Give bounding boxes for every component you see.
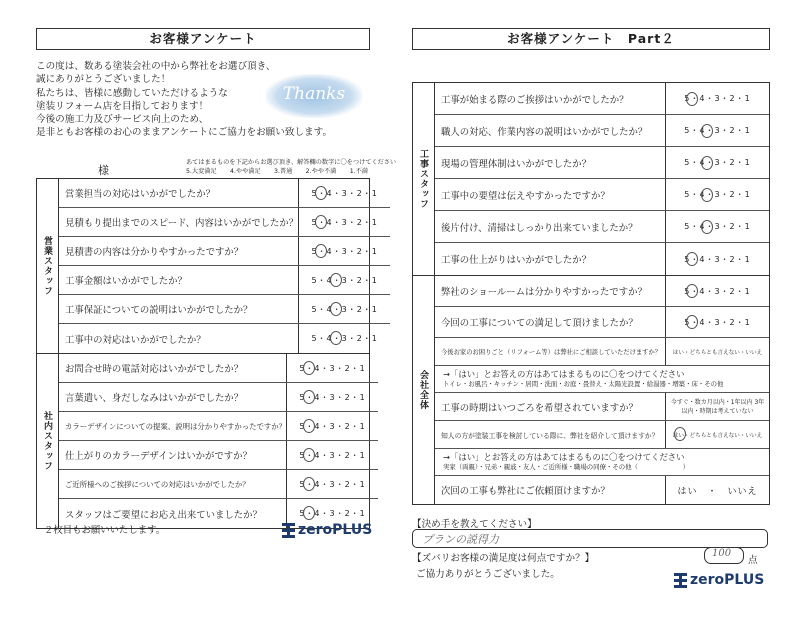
rating-scale[interactable]: 5・4・3・2・1	[286, 470, 378, 498]
rating-scale[interactable]: 5・4・3・2・1	[298, 237, 390, 265]
page-title: お客様アンケート Part２	[412, 28, 770, 50]
customer-name-label: 様	[98, 164, 109, 177]
group-label: 社内スタッフ	[37, 354, 59, 528]
survey-page-1	[36, 28, 397, 538]
rating-scale[interactable]: 5・4・3・2・1	[286, 412, 378, 440]
rating-scale[interactable]: 5・4・3・2・1	[665, 307, 769, 337]
question-row: 見積書の内容は分かりやすかったですか？ 5・4・3・2・1	[59, 237, 390, 266]
rating-legend: あてはまるものを下記からお選び頂き、解答欄の数字に〇をつけてください 5.大変満足 4.やや満足 3.普通 2.やや不満 1.不満	[186, 159, 397, 175]
rating-scale[interactable]: 5・4・3・2・1	[286, 499, 378, 528]
question-row: 後片付け、清掃はしっかり出来ていましたか？ 5・4・3・2・1	[435, 211, 769, 243]
rating-scale[interactable]: 5・4・3・2・1	[665, 115, 769, 146]
yes-no-scale[interactable]: はい ・ いいえ	[665, 476, 769, 504]
sub-options-1: →「はい」とお答えの方はあてはまるものに〇をつけてください トイレ・お風呂・キッチン・居間・洗面・お庭・畳替え・太陽光設置・給湯器・増築・床・その他	[435, 366, 769, 393]
rating-scale[interactable]: 5・4・3・2・1	[286, 441, 378, 469]
decision-label: 【決め手を教えてください】	[412, 519, 537, 530]
timing-options[interactable]: 今すぐ・数カ月以内・1年以内 3年以内・時期は考えていない	[665, 393, 769, 420]
group-label: 工事スタッフ	[413, 83, 435, 275]
group-company-overall	[413, 276, 769, 504]
question-row: 工事中の対応はいかがでしたか？ 5・4・3・2・1	[59, 324, 390, 353]
decision-answer: プランの説得力	[422, 533, 499, 546]
rating-scale[interactable]: 5・4・3・2・1	[298, 266, 390, 294]
question-row: 次回の工事も弊社にご依頼頂けますか？ はい ・ いいえ	[435, 476, 769, 504]
rating-scale[interactable]: 5・4・3・2・1	[665, 83, 769, 114]
group-construction-staff	[413, 83, 769, 276]
thanks-badge: Thanks	[266, 74, 362, 118]
question-row: ご近所様へのご挨拶についての対応はいかがでしたか？ 5・4・3・2・1	[59, 470, 378, 499]
question-row: 知人の方が塗装工事を検討している際に、弊社を紹介して頂けますか？ はい・どちらとも言えない・いいえ	[435, 421, 769, 449]
survey-table-1	[36, 178, 378, 529]
choice-scale[interactable]: はい・どちらとも言えない・いいえ	[665, 421, 769, 448]
rating-scale[interactable]: 5・4・3・2・1	[286, 354, 378, 382]
question-row: 営業担当の対応はいかがでしたか？ 5・4・3・2・1	[59, 179, 390, 208]
rating-scale[interactable]: 5・4・3・2・1	[298, 179, 390, 207]
rating-scale[interactable]: 5・4・3・2・1	[298, 324, 390, 353]
rating-scale[interactable]: 5・4・3・2・1	[665, 211, 769, 242]
company-logo: zeroPLUS	[282, 522, 372, 538]
survey-table-2	[412, 82, 770, 505]
rating-scale[interactable]: 5・4・3・2・1	[665, 147, 769, 178]
page-title: お客様アンケート	[36, 28, 370, 50]
thanks-line: ご協力ありがとうございました。	[416, 569, 560, 580]
rating-scale[interactable]: 5・4・3・2・1	[298, 208, 390, 236]
survey-page-2	[412, 28, 770, 588]
group-sales-staff	[37, 179, 378, 354]
question-row: 言葉遣い、身だしなみはいかがでしたか？ 5・4・3・2・1	[59, 383, 378, 412]
group-label: 営業スタッフ	[37, 179, 59, 353]
rating-scale[interactable]: 5・4・3・2・1	[286, 383, 378, 411]
group-office-staff	[37, 354, 369, 528]
intro-text: この度は、数ある塗装会社の中から弊社をお選び頂き、 誠にありがとうございました！ 私たちは、皆様に感動していただけるような 塗装リフォーム店を目指しております！ 今後の施工力及びサービス向上のため、 是非ともお客様のお心のままアンケートにご協力をお願い致します。 Thanks	[36, 60, 370, 140]
company-logo: zeroPLUS	[674, 572, 764, 588]
logo-mark-icon	[674, 573, 687, 588]
rating-scale[interactable]: 5・4・3・2・1	[665, 276, 769, 306]
next-page-note: ２枚目もお願いいたします。	[44, 525, 166, 536]
rating-scale[interactable]: 5・4・3・2・1	[665, 179, 769, 210]
logo-mark-icon	[282, 523, 295, 538]
question-row: 工事の仕上がりはいかがでしたか？ 5・4・3・2・1	[435, 243, 769, 275]
score-label: 【ズバリお客様の満足度は何点ですか？】	[412, 553, 595, 564]
score-unit: 点	[748, 555, 758, 566]
question-row: 工事中の要望は伝えやすかったですか？ 5・4・3・2・1	[435, 179, 769, 211]
score-value: 100	[712, 548, 732, 559]
question-row: スタッフはご要望にお応え出来ていましたか？ 5・4・3・2・1	[59, 499, 378, 528]
group-label: 会社全体	[413, 276, 435, 504]
question-row: 見積もり提出までのスピード、内容はいかがでしたか？ 5・4・3・2・1	[59, 208, 390, 237]
question-row: カラーデザインについての提案、説明は分かりやすかったですか？ 5・4・3・2・1	[59, 412, 378, 441]
question-row: 今後お家のお困りごと（リフォーム等）は弊社にご相談していただけますか？ はい・どちらとも言えない・いいえ	[435, 338, 769, 366]
question-row: 仕上がりのカラーデザインはいかがですか？ 5・4・3・2・1	[59, 441, 378, 470]
rating-scale[interactable]: 5・4・3・2・1	[665, 243, 769, 275]
question-row: 工事が始まる際のご挨拶はいかがでしたか？ 5・4・3・2・1	[435, 83, 769, 115]
sub-options-2: →「はい」とお答えの方はあてはまるものに〇をつけてください 実家（両親）・兄弟・親戚・友人・ご近所様・職場の同僚・その他（ ）	[435, 449, 769, 476]
question-row: 工事の時期はいつごろを希望されていますか？ 今すぐ・数カ月以内・1年以内 3年以内・時期は考えていない	[435, 393, 769, 421]
question-row: 工事保証についての説明はいかがでしたか？ 5・4・3・2・1	[59, 295, 390, 324]
question-row: 現場の管理体制はいかがでしたか？ 5・4・3・2・1	[435, 147, 769, 179]
choice-scale[interactable]: はい・どちらとも言えない・いいえ	[665, 338, 769, 365]
rating-scale[interactable]: 5・4・3・2・1	[298, 295, 390, 323]
question-row: 弊社のショールームは分かりやすかったですか？ 5・4・3・2・1	[435, 276, 769, 307]
question-row: 今回の工事についての満足して頂けましたか？ 5・4・3・2・1	[435, 307, 769, 338]
question-row: 工事金額はいかがでしたか？ 5・4・3・2・1	[59, 266, 390, 295]
question-row: 職人の対応、作業内容の説明はいかがでしたか？ 5・4・3・2・1	[435, 115, 769, 147]
question-row: お問合せ時の電話対応はいかがでしたか？ 5・4・3・2・1	[59, 354, 378, 383]
